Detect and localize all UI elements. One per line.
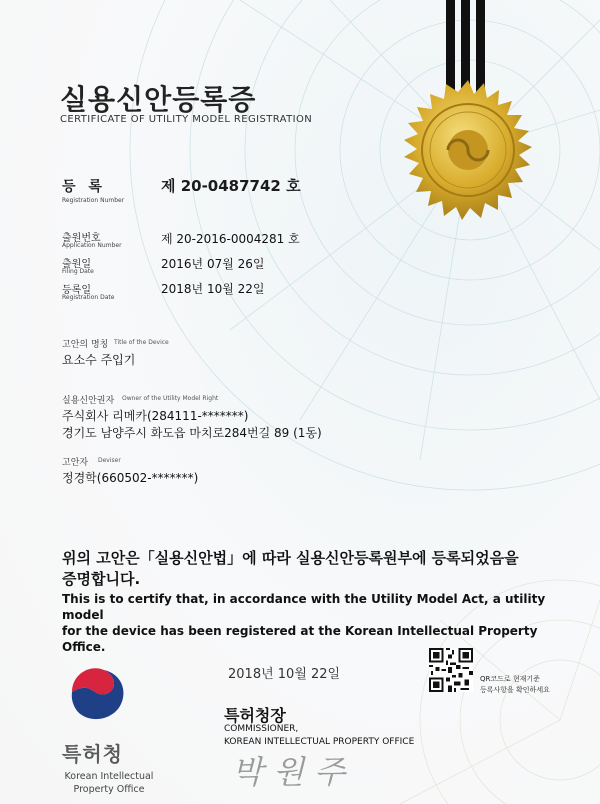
owner-label: 실용신안권자 <box>62 396 115 406</box>
registration-date-label: 등록일 <box>62 285 91 296</box>
filing-date-label: 출원일 <box>62 259 91 270</box>
application-number: 제 20-2016-0004281 호 <box>161 232 300 246</box>
office-en-line1: Korean Intellectual <box>64 771 154 782</box>
office-name-korean: 특허청 <box>62 742 123 766</box>
qr-note-line1: QR코드로 현재기준 <box>480 675 540 683</box>
certification-statement-korean <box>62 548 562 590</box>
registration-label-english: Registration Number <box>62 197 125 204</box>
commissioner-en-line1: COMMISSIONER, <box>224 724 299 734</box>
qr-code[interactable] <box>429 648 473 692</box>
owner-label-english: Owner of the Utility Model Right <box>122 395 219 402</box>
qr-note <box>480 674 550 696</box>
registration-date: 2018년 10월 22일 <box>161 282 265 296</box>
deviser-label-english: Deviser <box>98 457 121 464</box>
office-en-line2: Property Office <box>73 784 145 795</box>
registration-date-label-english: Registration Date <box>62 294 115 301</box>
commissioner-signature <box>226 745 396 797</box>
issue-date: 2018년 10월 22일 <box>228 667 341 682</box>
owner-address: 경기도 남양주시 화도읍 마치로284번길 89 (1동) <box>62 426 322 440</box>
certification-en-line1: This is to certify that, in accordance with the Utility Model Act, a utility model <box>62 592 546 622</box>
registration-label: 등 록 <box>62 179 106 195</box>
commissioner-title: 특허청장 <box>224 706 286 725</box>
kipo-logo-icon <box>66 662 130 724</box>
filing-date-label-english: Filing Date <box>62 268 94 275</box>
qr-note-line2: 등록사항을 확인하세요 <box>480 686 550 694</box>
certification-ko-line1: 위의 고안은「실용신안법」에 따라 실용신안등록원부에 등록되었음을 <box>62 549 519 567</box>
owner-name: 주식회사 리메카(284111-*******) <box>62 409 249 423</box>
device-title-label-english: Title of the Device <box>114 339 169 346</box>
deviser-label: 고안자 <box>62 458 89 468</box>
gold-seal-emblem <box>398 80 538 220</box>
certificate-title: 실용신안등록증 <box>60 83 257 116</box>
certificate-title-english: CERTIFICATE OF UTILITY MODEL REGISTRATION <box>60 114 313 125</box>
signature-text: 박 원 주 <box>232 753 346 791</box>
registration-number: 제 20-0487742 호 <box>161 177 301 195</box>
device-title: 요소수 주입기 <box>62 353 136 367</box>
application-label: 출원번호 <box>62 233 101 244</box>
certification-en-line2: for the device has been registered at the Korean Intellectual Property Office. <box>62 624 538 654</box>
certification-ko-line2: 증명합니다. <box>62 570 141 588</box>
commissioner-en-line2: KOREAN INTELLECTUAL PROPERTY OFFICE <box>224 737 415 747</box>
deviser-name: 정경학(660502-*******) <box>62 471 199 485</box>
device-title-label: 고안의 명칭 <box>62 340 109 350</box>
office-name-english <box>54 770 164 796</box>
application-label-english: Application Number <box>62 242 122 249</box>
certification-statement-english <box>62 591 582 655</box>
filing-date: 2016년 07월 26일 <box>161 257 265 271</box>
